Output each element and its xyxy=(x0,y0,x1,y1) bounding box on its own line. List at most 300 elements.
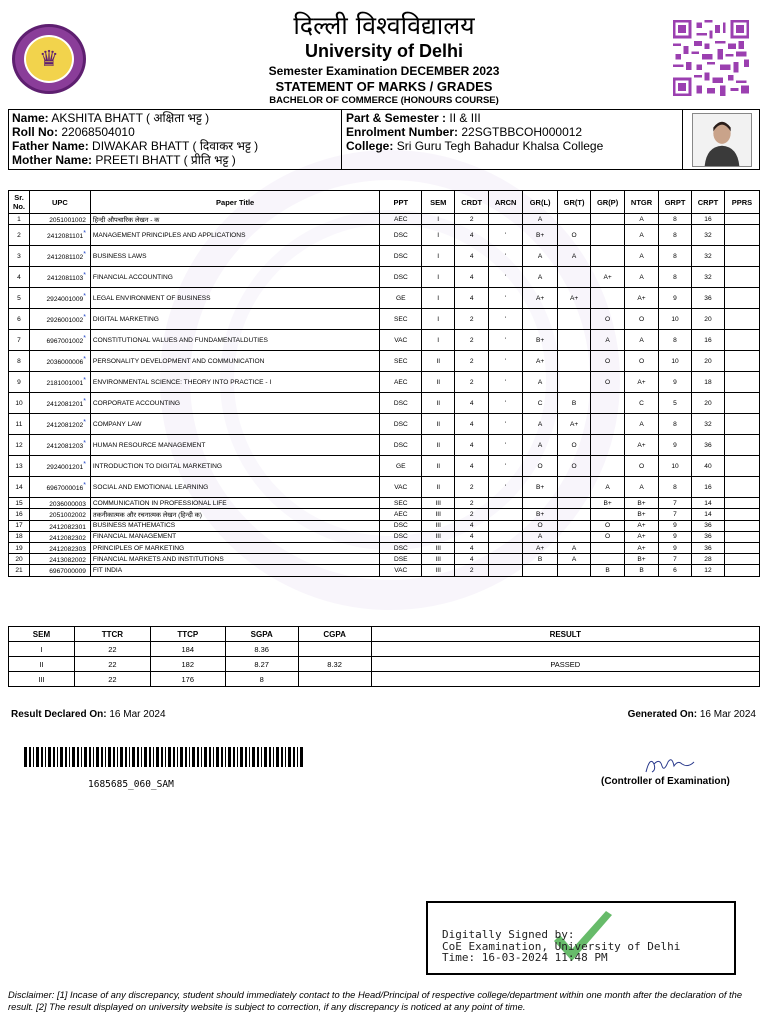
upc-cell: 2181001001* xyxy=(29,372,90,393)
part-semester-line: Part & Semester : II & III xyxy=(346,111,481,125)
grl-cell: A xyxy=(523,414,558,435)
grl-cell: B+ xyxy=(523,509,558,520)
barcode-bar xyxy=(276,747,279,767)
grpt-cell: 9 xyxy=(659,531,692,542)
barcode-bar xyxy=(225,747,226,767)
asterisk-marker: * xyxy=(83,482,86,490)
ntgr-cell: C xyxy=(625,393,659,414)
barcode-bar xyxy=(209,747,211,767)
table-row xyxy=(9,372,760,393)
crdt-cell: 4 xyxy=(455,393,489,414)
arcn-cell: ' xyxy=(489,372,523,393)
sem-cell: II xyxy=(422,372,455,393)
ppt-cell: VAC xyxy=(380,477,422,498)
pprs-cell xyxy=(724,225,759,246)
table-row xyxy=(9,225,760,246)
controller-of-examination: (Controller of Examination) xyxy=(601,776,730,787)
paper-title-cell: MANAGEMENT PRINCIPLES AND APPLICATIONS xyxy=(90,225,379,246)
grp-cell: O xyxy=(591,351,625,372)
ntgr-cell: O xyxy=(625,309,659,330)
digsig-line-3: Time: 16-03-2024 11:48 PM xyxy=(442,951,608,964)
grt-cell: A xyxy=(558,246,591,267)
disclaimer: Disclaimer: [1] Incase of any discrepancy, student should immediately contact to the Head/Principal of respective college/department within one month after the declaration of the result. [2] The result displayed on university website is subject to correction, if any discrepancy is noticed at any point of time. xyxy=(8,989,743,1012)
barcode-bar xyxy=(161,747,163,767)
ppt-cell: DSC xyxy=(380,414,422,435)
barcode-bar xyxy=(192,747,195,767)
ntgr-cell: A xyxy=(625,414,659,435)
header-grp: GR(P) xyxy=(591,191,625,214)
crpt-cell: 32 xyxy=(691,225,724,246)
paper-title-cell: HUMAN RESOURCE MANAGEMENT xyxy=(90,435,379,456)
pprs-cell xyxy=(724,565,759,576)
header-sgpa: SGPA xyxy=(225,627,298,642)
grt-cell: B xyxy=(558,393,591,414)
result-cell: PASSED xyxy=(371,657,759,672)
ntgr-cell: A xyxy=(625,225,659,246)
ppt-cell: DSC xyxy=(380,246,422,267)
barcode-bar xyxy=(117,747,118,767)
ppt-cell: AEC xyxy=(380,509,422,520)
table-row xyxy=(9,435,760,456)
grt-cell: A xyxy=(558,554,591,565)
summary-row xyxy=(9,672,760,687)
grp-cell xyxy=(591,414,625,435)
barcode-bar xyxy=(216,747,219,767)
enrolment-number: 22SGTBBCOH000012 xyxy=(461,125,583,139)
pprs-cell xyxy=(724,372,759,393)
barcode-bar xyxy=(101,747,103,767)
barcode-bar xyxy=(281,747,283,767)
barcode-bar xyxy=(93,747,94,767)
barcode-bar xyxy=(72,747,75,767)
ppt-cell: GE xyxy=(380,288,422,309)
barcode-bar xyxy=(69,747,70,767)
photo-cell xyxy=(684,110,759,169)
crdt-cell: 4 xyxy=(455,456,489,477)
controller-signature xyxy=(640,752,700,778)
grt-cell xyxy=(558,330,591,351)
grpt-cell: 5 xyxy=(659,393,692,414)
crpt-cell: 36 xyxy=(691,288,724,309)
paper-title-cell: FINANCIAL MARKETS AND INSTITUTIONS xyxy=(90,554,379,565)
header-ttcr: TTCR xyxy=(74,627,150,642)
student-name-line: Name: AKSHITA BHATT ( अक्षिता भट्ट ) xyxy=(12,111,210,125)
grp-cell xyxy=(591,542,625,553)
table-row xyxy=(9,456,760,477)
upc-cell: 2412081202* xyxy=(29,414,90,435)
header-arcn: ARCN xyxy=(489,191,523,214)
paper-title-cell: FINANCIAL ACCOUNTING xyxy=(90,267,379,288)
result-declared-date: 16 Mar 2024 xyxy=(109,709,166,720)
ttcp-cell: 184 xyxy=(150,642,225,657)
barcode-bar xyxy=(60,747,63,767)
student-personal-details xyxy=(9,110,342,169)
grl-cell xyxy=(523,309,558,330)
sem-cell: I xyxy=(422,288,455,309)
ppt-cell: SEC xyxy=(380,498,422,509)
crdt-cell: 4 xyxy=(455,288,489,309)
crpt-cell: 14 xyxy=(691,498,724,509)
sem-cell: III xyxy=(422,531,455,542)
ntgr-cell: A+ xyxy=(625,435,659,456)
cgpa-cell xyxy=(298,672,371,687)
ppt-cell: DSC xyxy=(380,531,422,542)
barcode-bar xyxy=(189,747,190,767)
asterisk-marker: * xyxy=(83,272,86,280)
barcode-bar xyxy=(204,747,207,767)
barcode-bar xyxy=(84,747,87,767)
table-row xyxy=(9,414,760,435)
barcode-bar xyxy=(108,747,111,767)
statement-title: STATEMENT OF MARKS / GRADES xyxy=(275,79,493,94)
arcn-cell: ' xyxy=(489,225,523,246)
barcode-bar xyxy=(261,747,262,767)
upc-cell: 2051002002 xyxy=(29,509,90,520)
barcode-bar xyxy=(153,747,154,767)
grp-cell: O xyxy=(591,520,625,531)
sgpa-cell: 8.36 xyxy=(225,642,298,657)
student-name: AKSHITA BHATT ( अक्षिता भट्ट ) xyxy=(51,111,210,125)
grl-cell: A xyxy=(523,531,558,542)
ppt-cell: DSC xyxy=(380,225,422,246)
table-row xyxy=(9,565,760,576)
paper-title-cell: CONSTITUTIONAL VALUES AND FUNDAMENTALDUTIES xyxy=(90,330,379,351)
pprs-cell xyxy=(724,435,759,456)
arcn-cell: ' xyxy=(489,414,523,435)
crpt-cell: 16 xyxy=(691,214,724,225)
pprs-cell xyxy=(724,414,759,435)
crpt-cell: 36 xyxy=(691,435,724,456)
college-name: Sri Guru Tegh Bahadur Khalsa College xyxy=(396,139,604,153)
barcode-bar xyxy=(293,747,295,767)
grt-cell: O xyxy=(558,435,591,456)
header-grpt: GRPT xyxy=(659,191,692,214)
ntgr-cell: A+ xyxy=(625,372,659,393)
university-hindi-title: दिल्ली विश्वविद्यालय xyxy=(293,11,475,40)
crdt-cell: 2 xyxy=(455,351,489,372)
crpt-cell: 32 xyxy=(691,267,724,288)
barcode-bar xyxy=(48,747,51,767)
barcode-bar xyxy=(105,747,106,767)
barcode-bar xyxy=(89,747,91,767)
sr-no-cell: 10 xyxy=(9,393,30,414)
crdt-cell: 2 xyxy=(455,330,489,351)
table-row xyxy=(9,554,760,565)
barcode-bar xyxy=(240,747,243,767)
barcode-bar xyxy=(165,747,166,767)
sem-cell: II xyxy=(422,393,455,414)
arcn-cell: ' xyxy=(489,435,523,456)
result-cell xyxy=(371,642,759,657)
ppt-cell: DSC xyxy=(380,435,422,456)
arcn-cell: ' xyxy=(489,456,523,477)
arcn-cell xyxy=(489,498,523,509)
grpt-cell: 9 xyxy=(659,542,692,553)
table-row xyxy=(9,520,760,531)
ppt-cell: VAC xyxy=(380,565,422,576)
arcn-cell xyxy=(489,554,523,565)
sem-cell: II xyxy=(422,435,455,456)
digital-signature-text xyxy=(442,929,680,964)
grt-cell: A xyxy=(558,542,591,553)
barcode-bar xyxy=(285,747,286,767)
table-row xyxy=(9,246,760,267)
paper-title-cell: हिन्दी औपचारिक लेखन - क xyxy=(90,214,379,225)
crdt-cell: 4 xyxy=(455,246,489,267)
grp-cell xyxy=(591,288,625,309)
ntgr-cell: A+ xyxy=(625,542,659,553)
barcode-bar xyxy=(125,747,127,767)
arcn-cell: ' xyxy=(489,309,523,330)
crpt-cell: 28 xyxy=(691,554,724,565)
mother-name-line: Mother Name: PREETI BHATT ( प्रीति भट्ट ) xyxy=(12,153,236,167)
sem-cell: II xyxy=(422,414,455,435)
paper-title-cell: CORPORATE ACCOUNTING xyxy=(90,393,379,414)
roll-number-line: Roll No: 22068504010 xyxy=(12,125,135,139)
part-semester: II & III xyxy=(449,111,481,125)
ntgr-cell: B+ xyxy=(625,509,659,520)
pprs-cell xyxy=(724,309,759,330)
barcode-bar xyxy=(288,747,291,767)
sr-no-cell: 15 xyxy=(9,498,30,509)
header-grl: GR(L) xyxy=(523,191,558,214)
grp-cell xyxy=(591,225,625,246)
sem-cell: I xyxy=(422,214,455,225)
sem-cell: III xyxy=(422,554,455,565)
sr-no-cell: 8 xyxy=(9,351,30,372)
barcode xyxy=(24,747,304,767)
grpt-cell: 8 xyxy=(659,214,692,225)
grl-cell: B+ xyxy=(523,477,558,498)
sr-no-cell: 2 xyxy=(9,225,30,246)
pprs-cell xyxy=(724,214,759,225)
grpt-cell: 8 xyxy=(659,414,692,435)
grt-cell xyxy=(558,351,591,372)
grp-cell: B xyxy=(591,565,625,576)
generated-date: 16 Mar 2024 xyxy=(699,709,756,720)
crdt-cell: 2 xyxy=(455,498,489,509)
crdt-cell: 4 xyxy=(455,435,489,456)
paper-title-cell: INTRODUCTION TO DIGITAL MARKETING xyxy=(90,456,379,477)
grl-cell xyxy=(523,498,558,509)
digsig-line-1: Digitally Signed by: xyxy=(442,928,575,941)
crpt-cell: 32 xyxy=(691,414,724,435)
grpt-cell: 10 xyxy=(659,309,692,330)
barcode-bar xyxy=(201,747,202,767)
paper-title-cell: BUSINESS MATHEMATICS xyxy=(90,520,379,531)
barcode-bar xyxy=(264,747,267,767)
grp-cell: O xyxy=(591,309,625,330)
barcode-bar xyxy=(228,747,231,767)
grpt-cell: 8 xyxy=(659,477,692,498)
father-name: DIWAKAR BHATT ( दिवाकर भट्ट ) xyxy=(92,139,259,153)
table-row xyxy=(9,288,760,309)
barcode-bar xyxy=(96,747,99,767)
grl-cell: O xyxy=(523,520,558,531)
header-grt: GR(T) xyxy=(558,191,591,214)
grt-cell: O xyxy=(558,456,591,477)
pprs-cell xyxy=(724,330,759,351)
grp-cell: O xyxy=(591,372,625,393)
grpt-cell: 8 xyxy=(659,225,692,246)
sem-cell: I xyxy=(422,330,455,351)
table-row xyxy=(9,477,760,498)
barcode-bar xyxy=(29,747,31,767)
crdt-cell: 4 xyxy=(455,554,489,565)
sem-cell: III xyxy=(422,542,455,553)
crdt-cell: 2 xyxy=(455,214,489,225)
pprs-cell xyxy=(724,509,759,520)
upc-cell: 6967000009 xyxy=(29,565,90,576)
paper-title-cell: LEGAL ENVIRONMENT OF BUSINESS xyxy=(90,288,379,309)
grl-cell: A xyxy=(523,214,558,225)
grpt-cell: 7 xyxy=(659,554,692,565)
summary-header-row xyxy=(9,627,760,642)
paper-title-cell: SOCIAL AND EMOTIONAL LEARNING xyxy=(90,477,379,498)
upc-cell: 6967001002* xyxy=(29,330,90,351)
table-row xyxy=(9,393,760,414)
summary-row xyxy=(9,657,760,672)
ntgr-cell: A xyxy=(625,214,659,225)
grl-cell: A xyxy=(523,246,558,267)
qr-code-icon[interactable] xyxy=(672,20,750,96)
sr-no-cell: 19 xyxy=(9,542,30,553)
sem-cell: I xyxy=(422,225,455,246)
grpt-cell: 7 xyxy=(659,509,692,520)
generated-on: Generated On: 16 Mar 2024 xyxy=(627,709,756,720)
crdt-cell: 2 xyxy=(455,509,489,520)
upc-cell: 2412082302 xyxy=(29,531,90,542)
college-line: College: Sri Guru Tegh Bahadur Khalsa College xyxy=(346,139,604,153)
table-row xyxy=(9,509,760,520)
arcn-cell xyxy=(489,542,523,553)
ntgr-cell: A xyxy=(625,330,659,351)
grp-cell xyxy=(591,509,625,520)
pprs-cell xyxy=(724,498,759,509)
summary-row xyxy=(9,642,760,657)
arcn-cell xyxy=(489,520,523,531)
crpt-cell: 32 xyxy=(691,246,724,267)
crpt-cell: 20 xyxy=(691,393,724,414)
paper-title-cell: FINANCIAL MANAGEMENT xyxy=(90,531,379,542)
sem-cell: I xyxy=(9,642,75,657)
paper-title-cell: तकनीकात्मक और रचनात्मक लेखन (हिन्दी क) xyxy=(90,509,379,520)
barcode-bar xyxy=(249,747,250,767)
grp-cell xyxy=(591,393,625,414)
upc-cell: 2412081101* xyxy=(29,225,90,246)
barcode-bar xyxy=(213,747,214,767)
barcode-bar xyxy=(300,747,303,767)
header-crpt: CRPT xyxy=(691,191,724,214)
ppt-cell: VAC xyxy=(380,330,422,351)
crdt-cell: 2 xyxy=(455,477,489,498)
ppt-cell: AEC xyxy=(380,372,422,393)
header-paper-title: Paper Title xyxy=(90,191,379,214)
paper-title-cell: BUSINESS LAWS xyxy=(90,246,379,267)
upc-cell: 2924001201* xyxy=(29,456,90,477)
header-result: RESULT xyxy=(371,627,759,642)
pprs-cell xyxy=(724,246,759,267)
arcn-cell: ' xyxy=(489,288,523,309)
barcode-bar xyxy=(156,747,159,767)
crpt-cell: 16 xyxy=(691,477,724,498)
asterisk-marker: * xyxy=(83,293,86,301)
grpt-cell: 9 xyxy=(659,372,692,393)
sem-cell: III xyxy=(9,672,75,687)
pprs-cell xyxy=(724,531,759,542)
barcode-bar xyxy=(53,747,55,767)
header-pprs: PPRS xyxy=(724,191,759,214)
crdt-cell: 4 xyxy=(455,520,489,531)
header-crdt: CRDT xyxy=(455,191,489,214)
grl-cell: C xyxy=(523,393,558,414)
grl-cell: B xyxy=(523,554,558,565)
ppt-cell: DSC xyxy=(380,520,422,531)
arcn-cell: ' xyxy=(489,246,523,267)
asterisk-marker: * xyxy=(83,314,86,322)
table-row xyxy=(9,214,760,225)
pprs-cell xyxy=(724,393,759,414)
ttcr-cell: 22 xyxy=(74,657,150,672)
table-row xyxy=(9,542,760,553)
grt-cell xyxy=(558,372,591,393)
table-row xyxy=(9,309,760,330)
grp-cell: A xyxy=(591,477,625,498)
header-ttcp: TTCP xyxy=(150,627,225,642)
sr-no-cell: 3 xyxy=(9,246,30,267)
marks-table xyxy=(8,190,760,577)
sem-cell: II xyxy=(9,657,75,672)
arcn-cell: ' xyxy=(489,267,523,288)
barcode-bar xyxy=(233,747,235,767)
cgpa-cell: 8.32 xyxy=(298,657,371,672)
pprs-cell xyxy=(724,520,759,531)
semester-summary-table xyxy=(8,626,760,687)
upc-cell: 2412081102* xyxy=(29,246,90,267)
crdt-cell: 2 xyxy=(455,309,489,330)
barcode-bar xyxy=(77,747,79,767)
crpt-cell: 20 xyxy=(691,309,724,330)
ttcr-cell: 22 xyxy=(74,642,150,657)
crdt-cell: 4 xyxy=(455,267,489,288)
ntgr-cell: O xyxy=(625,456,659,477)
header-upc: UPC xyxy=(29,191,90,214)
grt-cell xyxy=(558,520,591,531)
sr-no-cell: 14 xyxy=(9,477,30,498)
grl-cell: A xyxy=(523,267,558,288)
upc-cell: 6967000016* xyxy=(29,477,90,498)
table-row xyxy=(9,330,760,351)
sr-no-cell: 12 xyxy=(9,435,30,456)
barcode-bar xyxy=(41,747,43,767)
asterisk-marker: * xyxy=(83,419,86,427)
barcode-bar xyxy=(245,747,247,767)
pprs-cell xyxy=(724,477,759,498)
course-title: BACHELOR OF COMMERCE (HONOURS COURSE) xyxy=(269,95,499,106)
barcode-bar xyxy=(57,747,58,767)
barcode-bar xyxy=(173,747,175,767)
ntgr-cell: A xyxy=(625,477,659,498)
roll-number: 22068504010 xyxy=(61,125,135,139)
university-title: University of Delhi xyxy=(304,41,464,61)
header-sem: SEM xyxy=(9,627,75,642)
ntgr-cell: A+ xyxy=(625,520,659,531)
crpt-cell: 36 xyxy=(691,520,724,531)
ppt-cell: DSC xyxy=(380,267,422,288)
barcode-bar xyxy=(168,747,171,767)
crdt-cell: 4 xyxy=(455,531,489,542)
barcode-bar xyxy=(257,747,259,767)
